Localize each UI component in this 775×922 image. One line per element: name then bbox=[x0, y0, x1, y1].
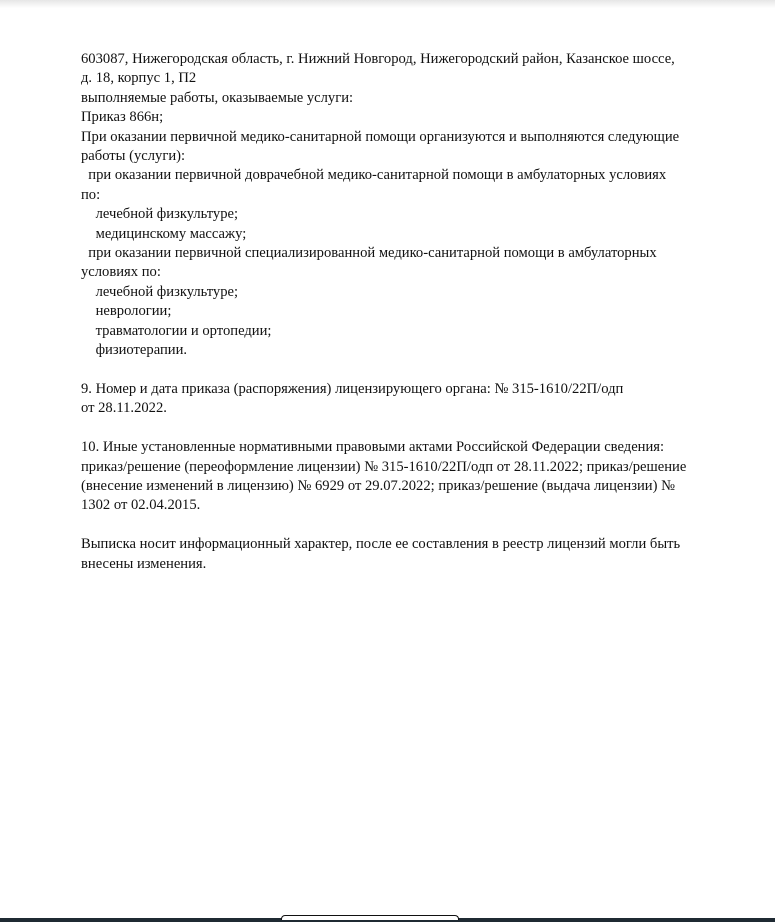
disclaimer-line: внесены изменения. bbox=[81, 555, 207, 572]
group-title: при оказании первичной доврачебной медико-санитарной помощи в амбулаторных условиях bbox=[81, 167, 667, 184]
address-block bbox=[81, 50, 746, 89]
service-item: неврологии; bbox=[81, 303, 172, 320]
section-9-line: от 28.11.2022. bbox=[81, 400, 167, 417]
group-title: по: bbox=[81, 186, 101, 203]
service-item: лечебной физкультуре; bbox=[81, 206, 239, 223]
group-title: при оказании первичной специализированной медико-санитарной помощи в амбулаторных bbox=[81, 245, 657, 262]
address-line: д. 18, корпус 1, П2 bbox=[81, 70, 197, 87]
document-page bbox=[81, 50, 746, 574]
works-header: выполняемые работы, оказываемые услуги: bbox=[81, 89, 354, 106]
section-10-line: (внесение изменений в лицензию) № 6929 от 29.07.2022; приказ/решение (выдача лицензии) № bbox=[81, 477, 676, 494]
disclaimer bbox=[81, 535, 746, 574]
services-group-prehospital bbox=[81, 166, 746, 244]
viewer-top-shadow bbox=[0, 0, 775, 8]
spacer bbox=[81, 361, 746, 380]
section-10-line: 10. Иные установленные нормативными правовыми актами Российской Федерации сведения: bbox=[81, 439, 665, 456]
spacer bbox=[81, 419, 746, 438]
section-9 bbox=[81, 380, 746, 419]
services-group-specialized bbox=[81, 244, 746, 360]
intro-line: работы (услуги): bbox=[81, 148, 186, 165]
service-item: травматологии и ортопедии; bbox=[81, 322, 272, 339]
section-10 bbox=[81, 438, 746, 516]
service-item: медицинскому массажу; bbox=[81, 225, 247, 242]
service-item: физиотерапии. bbox=[81, 342, 188, 359]
service-item: лечебной физкультуре; bbox=[81, 283, 239, 300]
section-10-line: 1302 от 02.04.2015. bbox=[81, 497, 201, 514]
intro-paragraph bbox=[81, 128, 746, 167]
order-reference: Приказ 866н; bbox=[81, 109, 164, 126]
disclaimer-line: Выписка носит информационный характер, после ее составления в реестр лицензий могли быть bbox=[81, 536, 681, 553]
intro-line: При оказании первичной медико-санитарной помощи организуются и выполняются следующие bbox=[81, 128, 680, 145]
section-9-line: 9. Номер и дата приказа (распоряжения) лицензирующего органа: № 315-1610/22П/одп bbox=[81, 380, 624, 397]
section-10-line: приказ/решение (переоформление лицензии) № 315-1610/22П/одп от 28.11.2022; приказ/решение bbox=[81, 458, 687, 475]
group-title: условиях по: bbox=[81, 264, 161, 281]
spacer bbox=[81, 516, 746, 535]
address-line: 603087, Нижегородская область, г. Нижний Новгород, Нижегородский район, Казанское шоссе, bbox=[81, 51, 675, 67]
next-page-edge[interactable] bbox=[281, 915, 459, 920]
